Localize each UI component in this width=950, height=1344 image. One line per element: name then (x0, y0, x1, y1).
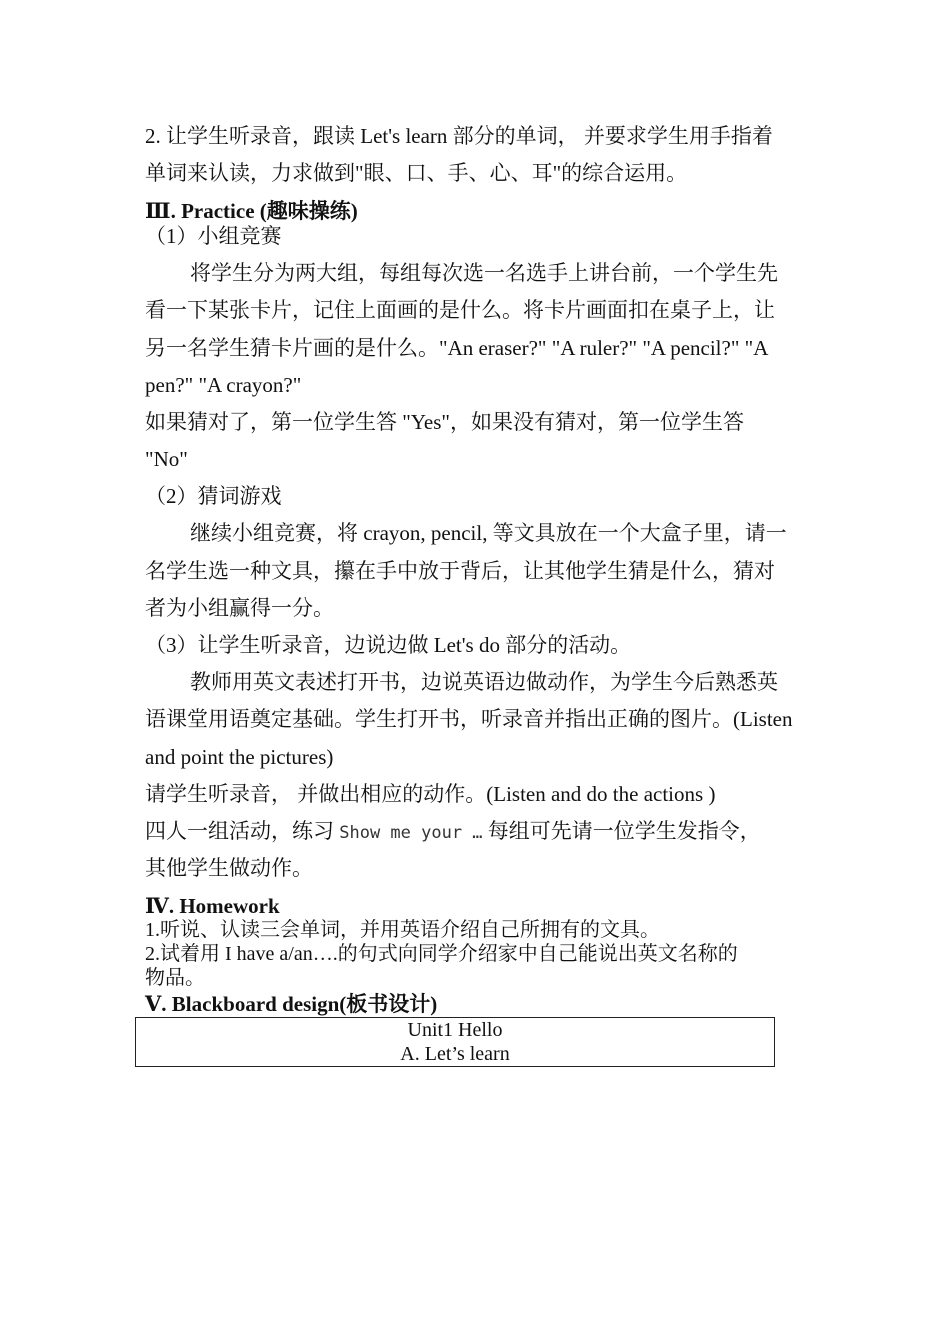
subsection-title: （2）猜词游戏 (145, 484, 282, 508)
paragraph-line: 者为小组赢得一分。 (145, 596, 334, 620)
paragraph-line: 2.试着用 I have a/an….的句式向同学介绍家中自己能说出英文名称的 (145, 943, 738, 965)
subsection-title: （1）小组竞赛 (145, 224, 282, 248)
paragraph-line: 如果猜对了，第一位学生答 "Yes"，如果没有猜对，第一位学生答 (145, 410, 744, 434)
paragraph-line: 名学生选一种文具，攥在手中放于背后，让其他学生猜是什么，猜对 (145, 559, 775, 583)
blackboard-table (135, 1017, 775, 1067)
paragraph-line: 物品。 (145, 967, 205, 989)
paragraph-line: 另一名学生猜卡片画的是什么。"An eraser?" "A ruler?" "A pencil?" "A (145, 336, 769, 360)
paragraph-line: and point the pictures) (145, 745, 334, 769)
paragraph-line: 单词来认读，力求做到"眼、口、手、心、耳"的综合运用。 (145, 161, 688, 185)
paragraph-line: 2. 让学生听录音，跟读 Let's learn 部分的单词， 并要求学生用手指着 (145, 124, 773, 148)
paragraph-line: "No" (145, 447, 188, 471)
section-heading-blackboard: Ⅴ. Blackboard design(板书设计) (145, 992, 438, 1016)
paragraph-line: 将学生分为两大组，每组每次选一名选手上讲台前，一个学生先 (190, 261, 778, 285)
section-heading-homework: Ⅳ. Homework (145, 894, 280, 918)
paragraph-line: 1.听说、认读三会单词，并用英语介绍自己所拥有的文具。 (145, 919, 660, 941)
section-heading-practice: Ⅲ. Practice (趣味操练) (145, 199, 358, 223)
paragraph-line: pen?" "A crayon?" (145, 373, 302, 397)
board-line-title: Unit1 Hello (407, 1019, 503, 1041)
paragraph-line: 继续小组竞赛，将 crayon, pencil, 等文具放在一个大盒子里，请一 (190, 521, 787, 545)
paragraph-line: 教师用英文表述打开书，边说英语边做动作，为学生今后熟悉英 (190, 670, 778, 694)
text-run: 每组可先请一位学生发指令， (482, 819, 761, 843)
code-text: Show me your … (339, 823, 483, 843)
subsection-title: （3）让学生听录音，边说边做 Let's do 部分的活动。 (145, 633, 632, 657)
board-line-subtitle: A. Let’s learn (400, 1043, 510, 1065)
text-run: 四人一组活动，练习 (145, 819, 340, 843)
paragraph-line: 其他学生做动作。 (145, 856, 313, 880)
paragraph-line: 请学生听录音， 并做出相应的动作。(Listen and do the actions ) (145, 782, 716, 806)
paragraph-line: 看一下某张卡片，记住上面画的是什么。将卡片画面扣在桌子上，让 (145, 298, 775, 322)
paragraph-line (145, 819, 761, 845)
paragraph-line: 语课堂用语奠定基础。学生打开书，听录音并指出正确的图片。(Listen (145, 707, 793, 731)
